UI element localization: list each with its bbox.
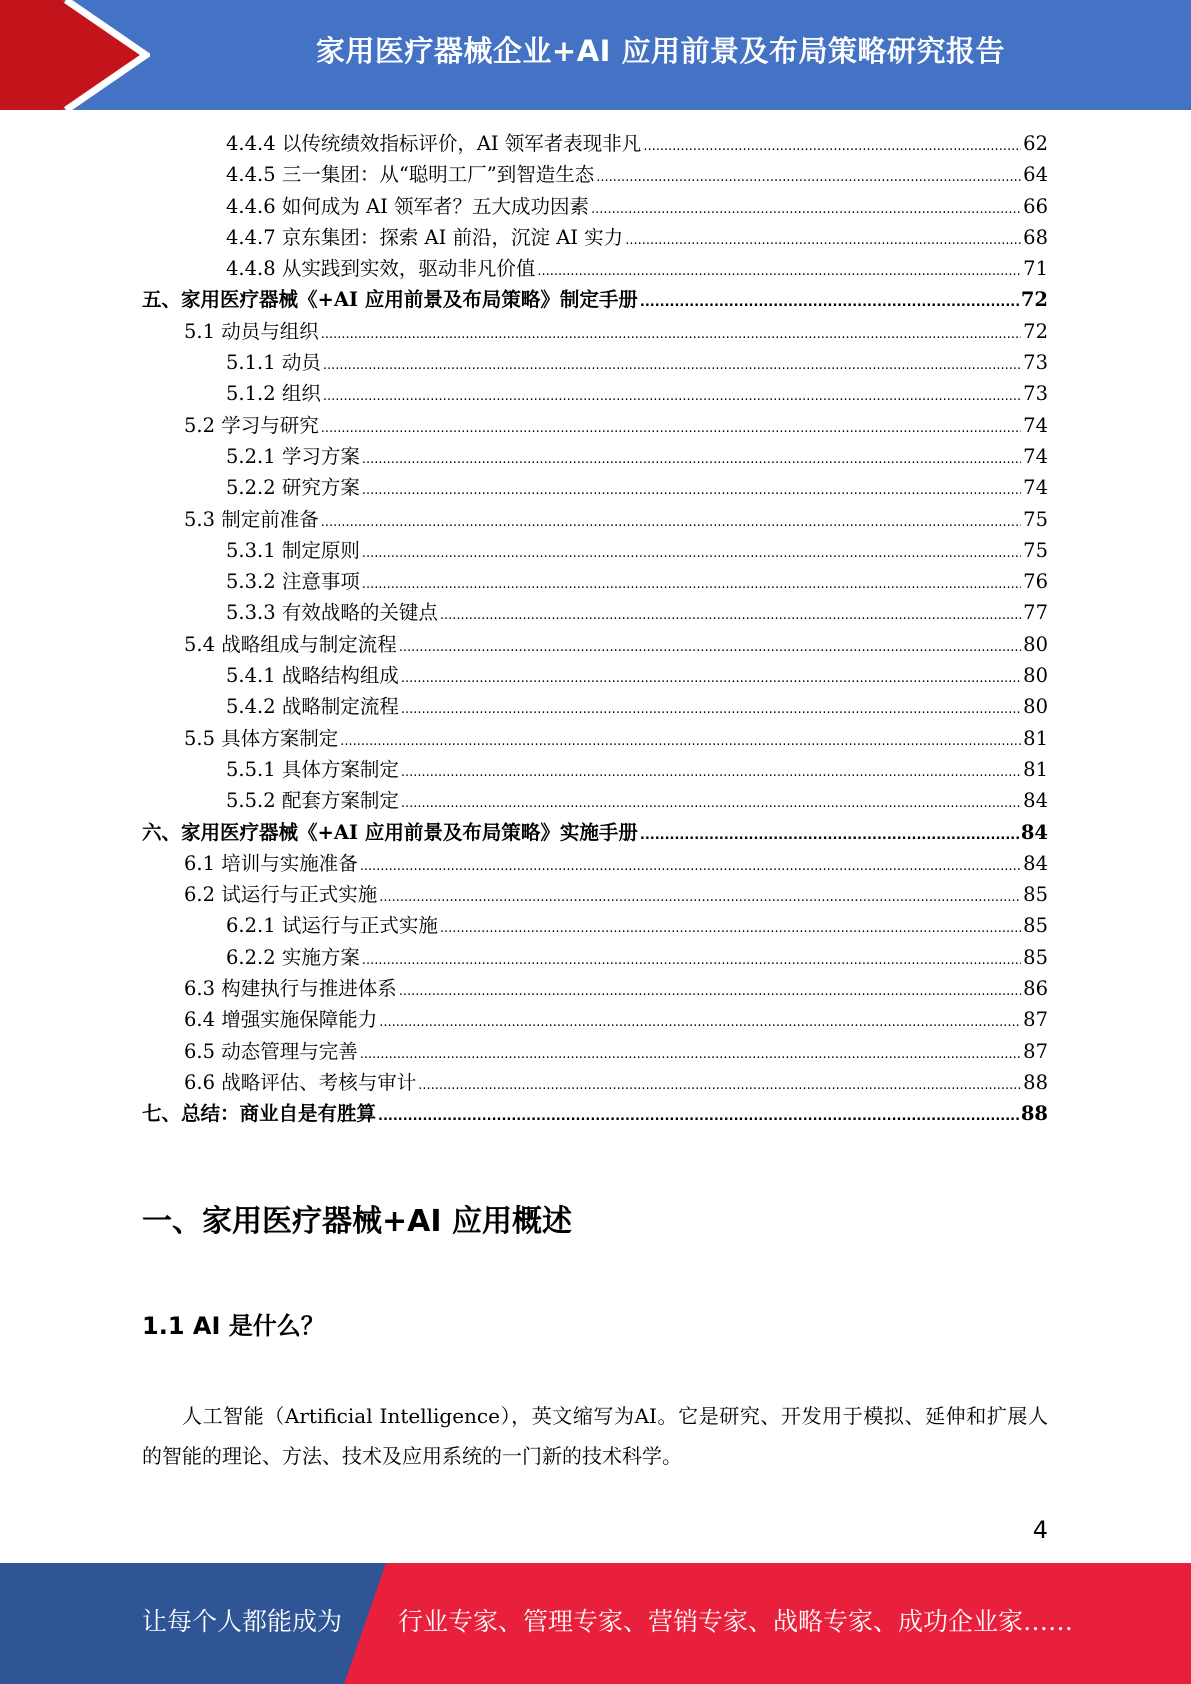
toc-entry-title: 5.3.3 有效战略的关键点 [226, 601, 438, 625]
toc-entry-page: 71 [1023, 257, 1048, 281]
toc-entry-title: 五、家用医疗器械《+AI 应用前景及布局策略》制定手册 [142, 288, 638, 312]
toc-dot-leader [362, 538, 1021, 569]
toc-entry-title: 6.2.2 实施方案 [226, 945, 360, 969]
toc-entry[interactable] [142, 410, 1048, 441]
toc-entry-page: 85 [1023, 883, 1048, 907]
toc-entry[interactable] [142, 1036, 1048, 1067]
body-paragraph: 人工智能（Artificial Intelligence），英文缩写为AI。它是研究、开发用于模拟、延伸和扩展人的智能的理论、方法、技术及应用系统的一门新的技术科学。 [142, 1404, 1048, 1468]
toc-dot-leader [401, 788, 1021, 819]
toc-dot-leader [640, 287, 1019, 318]
toc-entry-page: 74 [1023, 444, 1048, 468]
toc-entry[interactable] [142, 128, 1048, 159]
toc-entry-title: 6.4 增强实施保障能力 [184, 1008, 378, 1032]
toc-dot-leader [360, 851, 1021, 882]
toc-dot-leader [323, 350, 1021, 381]
toc-entry-title: 5.4 战略组成与制定流程 [184, 632, 397, 656]
toc-dot-leader [640, 820, 1019, 851]
toc-entry[interactable] [142, 597, 1048, 628]
toc-entry[interactable] [142, 1098, 1048, 1129]
toc-entry-title: 5.4.2 战略制定流程 [226, 695, 399, 719]
toc-entry-title: 5.3.2 注意事项 [226, 570, 360, 594]
toc-entry-page: 80 [1023, 632, 1048, 656]
toc-entry-page: 88 [1020, 1102, 1048, 1126]
toc-entry[interactable] [142, 1067, 1048, 1098]
toc-entry-page: 85 [1023, 914, 1048, 938]
toc-dot-leader [362, 569, 1021, 600]
toc-dot-leader [596, 162, 1021, 193]
toc-entry[interactable] [142, 910, 1048, 941]
toc-dot-leader [537, 256, 1021, 287]
toc-dot-leader [643, 131, 1021, 162]
toc-entry-title: 6.1 培训与实施准备 [184, 851, 358, 875]
toc-entry[interactable] [142, 848, 1048, 879]
toc-entry[interactable] [142, 441, 1048, 472]
toc-entry-title: 5.4.1 战略结构组成 [226, 664, 399, 688]
page-footer [0, 1563, 1191, 1684]
toc-entry-title: 5.1 动员与组织 [184, 319, 319, 343]
toc-entry[interactable] [142, 378, 1048, 409]
toc-entry-page: 74 [1023, 413, 1048, 437]
toc-entry[interactable] [142, 472, 1048, 503]
toc-entry[interactable] [142, 1004, 1048, 1035]
toc-entry-page: 80 [1023, 664, 1048, 688]
toc-entry[interactable] [142, 973, 1048, 1004]
toc-dot-leader [378, 1101, 1019, 1132]
toc-entry-title: 5.2.2 研究方案 [226, 476, 360, 500]
toc-dot-leader [362, 945, 1021, 976]
toc-entry[interactable] [142, 159, 1048, 190]
toc-dot-leader [379, 882, 1021, 913]
toc-dot-leader [321, 319, 1021, 350]
toc-entry[interactable] [142, 253, 1048, 284]
toc-entry-title: 4.4.8 从实践到实效，驱动非凡价值 [226, 257, 536, 281]
toc-entry-title: 5.5.1 具体方案制定 [226, 757, 399, 781]
toc-entry[interactable] [142, 817, 1048, 848]
footer-slogan-left: 让每个人都能成为 [142, 1607, 343, 1636]
toc-entry-page: 84 [1023, 789, 1048, 813]
toc-entry-page: 86 [1023, 977, 1048, 1001]
toc-entry-title: 4.4.7 京东集团：探索 AI 前沿，沉淀 AI 实力 [226, 225, 624, 249]
toc-entry-page: 74 [1023, 476, 1048, 500]
toc-entry-title: 六、家用医疗器械《+AI 应用前景及布局策略》实施手册 [142, 820, 638, 844]
toc-entry-title: 七、总结：商业自是有胜算 [142, 1102, 377, 1126]
toc-entry[interactable] [142, 566, 1048, 597]
toc-dot-leader [360, 1039, 1021, 1070]
page-header [0, 0, 1191, 110]
toc-entry[interactable] [142, 691, 1048, 722]
toc-entry-page: 72 [1023, 319, 1048, 343]
toc-dot-leader [321, 413, 1021, 444]
toc-entry-title: 4.4.6 如何成为 AI 领军者？五大成功因素 [226, 194, 589, 218]
toc-entry[interactable] [142, 879, 1048, 910]
toc-entry[interactable] [142, 785, 1048, 816]
toc-entry[interactable] [142, 535, 1048, 566]
toc-dot-leader [323, 381, 1021, 412]
toc-entry-title: 6.2 试运行与正式实施 [184, 883, 378, 907]
toc-entry-page: 76 [1023, 570, 1048, 594]
toc-dot-leader [399, 976, 1021, 1007]
toc-entry-title: 5.5.2 配套方案制定 [226, 789, 399, 813]
toc-dot-leader [399, 632, 1021, 663]
toc-entry-title: 6.5 动态管理与完善 [184, 1039, 358, 1063]
toc-dot-leader [440, 600, 1021, 631]
toc-dot-leader [321, 507, 1021, 538]
toc-dot-leader [401, 694, 1021, 725]
toc-entry[interactable] [142, 222, 1048, 253]
subsection-heading: 1.1 AI 是什么？ [142, 1312, 325, 1340]
toc-entry-title: 5.3.1 制定原则 [226, 538, 360, 562]
toc-entry[interactable] [142, 191, 1048, 222]
toc-entry-page: 81 [1023, 757, 1048, 781]
toc-entry-page: 72 [1020, 288, 1048, 312]
toc-entry-page: 84 [1020, 820, 1048, 844]
toc-dot-leader [625, 225, 1021, 256]
toc-entry[interactable] [142, 723, 1048, 754]
toc-entry[interactable] [142, 629, 1048, 660]
footer-slogan-right: 行业专家、管理专家、营销专家、战略专家、成功企业家…… [398, 1607, 1074, 1636]
toc-entry-title: 4.4.5 三一集团：从“聪明工厂”到智造生态 [226, 163, 595, 187]
toc-entry-page: 87 [1023, 1008, 1048, 1032]
toc-dot-leader [418, 1070, 1021, 1101]
toc-entry-page: 84 [1023, 851, 1048, 875]
toc-dot-leader [440, 913, 1021, 944]
toc-entry-page: 77 [1023, 601, 1048, 625]
toc-entry-title: 5.2.1 学习方案 [226, 444, 360, 468]
toc-entry-title: 5.5 具体方案制定 [184, 726, 339, 750]
toc-entry[interactable] [142, 942, 1048, 973]
toc-entry-page: 73 [1023, 351, 1048, 375]
toc-dot-leader [379, 1007, 1021, 1038]
toc-entry-page: 85 [1023, 945, 1048, 969]
toc-entry-title: 6.3 构建执行与推进体系 [184, 977, 397, 1001]
toc-entry-title: 6.2.1 试运行与正式实施 [226, 914, 438, 938]
toc-entry[interactable] [142, 347, 1048, 378]
toc-entry-page: 66 [1023, 194, 1048, 218]
toc-entry[interactable] [142, 754, 1048, 785]
toc-entry-page: 81 [1023, 726, 1048, 750]
toc-entry-page: 64 [1023, 163, 1048, 187]
toc-entry-page: 73 [1023, 382, 1048, 406]
toc-entry-title: 6.6 战略评估、考核与审计 [184, 1070, 417, 1094]
toc-entry-page: 62 [1023, 132, 1048, 155]
toc-entry-title: 4.4.4 以传统绩效指标评价，AI 领军者表现非凡 [226, 132, 642, 155]
toc-entry-title: 5.1.1 动员 [226, 351, 321, 375]
toc-entry[interactable] [142, 284, 1048, 315]
toc-dot-leader [340, 726, 1021, 757]
toc-entry-title: 5.2 学习与研究 [184, 413, 319, 437]
toc-dot-leader [362, 444, 1021, 475]
toc-entry-page: 88 [1023, 1070, 1048, 1094]
report-title: 家用医疗器械企业+AI 应用前景及布局策略研究报告 [315, 34, 1006, 68]
toc-entry[interactable] [142, 660, 1048, 691]
toc-entry[interactable] [142, 504, 1048, 535]
toc-entry-page: 87 [1023, 1039, 1048, 1063]
toc-entry-page: 75 [1023, 507, 1048, 531]
table-of-contents [142, 128, 1048, 1130]
toc-entry-page: 80 [1023, 695, 1048, 719]
toc-entry-page: 75 [1023, 538, 1048, 562]
toc-dot-leader [591, 194, 1021, 225]
toc-entry[interactable] [142, 316, 1048, 347]
toc-dot-leader [362, 475, 1021, 506]
page-number: 4 [1032, 1516, 1048, 1544]
section-heading: 一、家用医疗器械+AI 应用概述 [142, 1204, 572, 1239]
toc-entry-title: 5.1.2 组织 [226, 382, 321, 406]
toc-entry-title: 5.3 制定前准备 [184, 507, 319, 531]
toc-dot-leader [401, 757, 1021, 788]
toc-dot-leader [401, 663, 1021, 694]
toc-entry-page: 68 [1023, 225, 1048, 249]
header-chevron-decoration [0, 0, 150, 110]
